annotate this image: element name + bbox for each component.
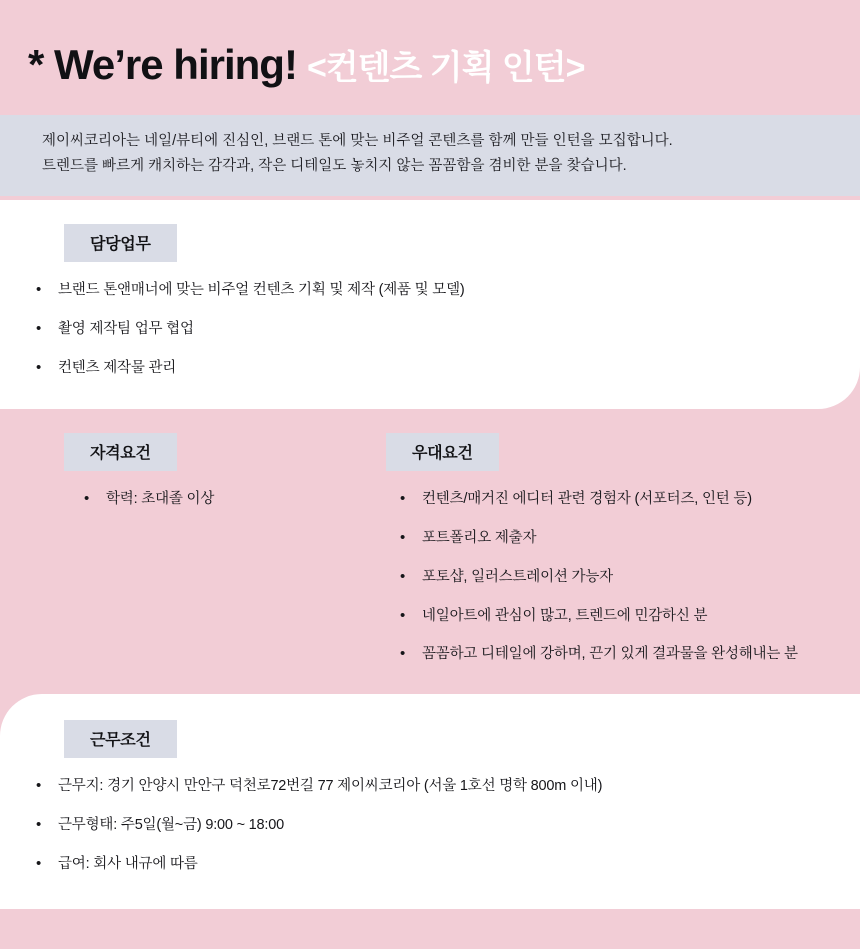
list-item: • 브랜드 톤앤매너에 맞는 비주얼 컨텐츠 기획 및 제작 (제품 및 모델) xyxy=(28,280,832,302)
header xyxy=(0,0,860,200)
duties-heading-wrap xyxy=(64,224,832,262)
list-item: • 포토샵, 일러스트레이션 가능자 xyxy=(392,567,832,589)
preferred-list xyxy=(392,489,832,666)
requirements-columns xyxy=(28,433,832,666)
title-position-text: <컨텐츠 기획 인턴> xyxy=(306,49,585,87)
intro-line-2: 트렌드를 빠르게 캐치하는 감각과, 작은 디테일도 놓치지 않는 꼼꼼함을 겸비한 분을 찾습니다. xyxy=(42,158,627,175)
qualifications-column xyxy=(28,433,358,511)
list-item: • 컨텐츠/매거진 에디터 관련 경험자 (서포터즈, 인턴 등) xyxy=(392,489,832,511)
qualifications-heading: 자격요건 xyxy=(64,433,177,471)
intro-line-1: 제이씨코리아는 네일/뷰티에 진심인, 브랜드 톤에 맞는 비주얼 콘텐츠를 함께 만들 인턴을 모집합니다. xyxy=(42,133,673,149)
list-item: • 급여: 회사 내규에 따름 xyxy=(28,854,832,876)
preferred-heading-wrap xyxy=(386,433,832,471)
qualifications-heading-wrap xyxy=(64,433,358,471)
list-item: • 촬영 제작팀 업무 협업 xyxy=(28,319,832,341)
duties-list xyxy=(28,280,832,379)
title-main-text: * We’re hiring! xyxy=(28,41,297,88)
footer-band xyxy=(0,909,860,949)
section-conditions xyxy=(0,694,860,909)
qualifications-list xyxy=(76,489,358,511)
list-item: • 컨텐츠 제작물 관리 xyxy=(28,358,832,380)
preferred-column xyxy=(358,433,832,666)
section-requirements xyxy=(0,409,860,694)
list-item: • 꼼꼼하고 디테일에 강하며, 끈기 있게 결과물을 완성해내는 분 xyxy=(392,644,832,666)
preferred-heading: 우대요건 xyxy=(386,433,499,471)
conditions-heading: 근무조건 xyxy=(64,720,177,758)
conditions-heading-wrap xyxy=(64,720,832,758)
section-duties xyxy=(0,200,860,409)
duties-heading: 담당업무 xyxy=(64,224,177,262)
intro-box xyxy=(0,115,860,196)
list-item: • 포트폴리오 제출자 xyxy=(392,528,832,550)
list-item: • 근무형태: 주5일(월~금) 9:00 ~ 18:00 xyxy=(28,815,832,837)
list-item: • 학력: 초대졸 이상 xyxy=(76,489,358,511)
conditions-list xyxy=(28,776,832,875)
list-item: • 근무지: 경기 안양시 만안구 덕천로72번길 77 제이씨코리아 (서울 1호선 명학 800m 이내) xyxy=(28,776,832,798)
page-title xyxy=(28,40,832,89)
list-item: • 네일아트에 관심이 많고, 트렌드에 민감하신 분 xyxy=(392,606,832,628)
